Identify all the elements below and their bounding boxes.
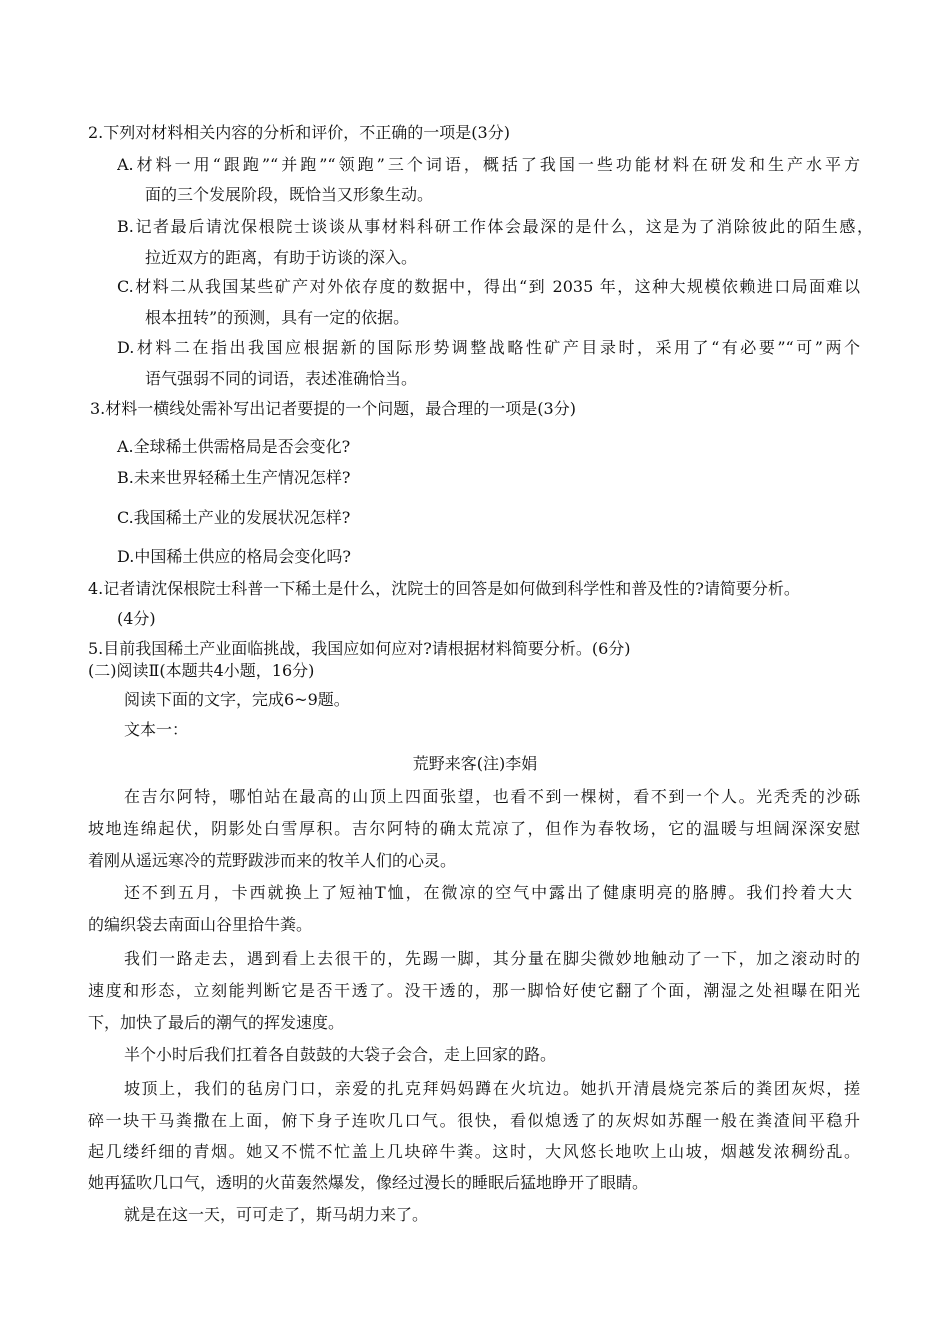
paragraph-line: 碎一块干马粪撒在上面，俯下身子连吹几口气。很快，看似熄透了的灰烬如苏醒一般在粪渣间平稳升 — [88, 1111, 860, 1130]
q3-option-a: A.全球稀土供需格局是否会变化? — [117, 437, 351, 456]
text-label: 文本一： — [124, 720, 189, 739]
paragraph-line: 着刚从遥远寒冷的荒野跋涉而来的牧羊人们的心灵。 — [88, 851, 457, 870]
article-title: 荒野来客(注)李娟 — [412, 754, 538, 773]
instruction: 阅读下面的文字，完成6~9题。 — [124, 690, 350, 709]
paragraph-line: 我们一路走去，遇到看上去很干的，先踢一脚，其分量在脚尖微妙地触动了一下，加之滚动时的 — [124, 949, 860, 968]
paragraph-line: 下，加快了最后的潮气的挥发速度。 — [88, 1013, 345, 1032]
paragraph-line: 坡地连绵起伏，阴影处白雪厚积。吉尔阿特的确太荒凉了，但作为春牧场，它的温暖与坦阔深深安慰 — [88, 819, 860, 838]
q2-stem: 2.下列对材料相关内容的分析和评价，不正确的一项是(3分) — [88, 123, 510, 142]
q2-option-b-cont: 拉近双方的距离，有助于访谈的深入。 — [145, 248, 418, 267]
q2-option-a: A.材料一用“跟跑”“并跑”“领跑”三个词语，概括了我国一些功能材料在研发和生产水平方 — [117, 155, 860, 174]
paragraph-line: 起几缕纤细的青烟。她又不慌不忙盖上几块碎牛粪。这时，大风悠长地吹上山坡，烟越发浓稠纷乱。 — [88, 1142, 860, 1161]
q4-stem: 4.记者请沈保根院士科普一下稀土是什么，沈院士的回答是如何做到科学性和普及性的?请简要分析。 — [88, 579, 800, 598]
paragraph-line: 半个小时后我们扛着各自鼓鼓的大袋子会合，走上回家的路。 — [124, 1045, 557, 1064]
section-heading: (二)阅读Ⅱ(本题共4小题，16分) — [88, 661, 315, 680]
paragraph-line: 的编织袋去南面山谷里拾牛粪。 — [88, 915, 313, 934]
q2-option-d-cont: 语气强弱不同的词语，表述准确恰当。 — [145, 369, 418, 388]
q2-option-a-cont: 面的三个发展阶段，既恰当又形象生动。 — [145, 185, 434, 204]
q4-score: (4分) — [117, 609, 156, 628]
q2-option-c-cont: 根本扭转”的预测，具有一定的依据。 — [145, 308, 410, 327]
paragraph-line: 她再猛吹几口气，透明的火苗轰然爆发，像经过漫长的睡眠后猛地睁开了眼睛。 — [88, 1173, 649, 1192]
q2-option-b: B.记者最后请沈保根院士谈谈从事材料科研工作体会最深的是什么，这是为了消除彼此的陌生感， — [117, 217, 873, 236]
q3-option-c: C.我国稀土产业的发展状况怎样? — [117, 508, 351, 527]
q3-stem: 3.材料一横线处需补写出记者要提的一个问题，最合理的一项是(3分) — [90, 399, 576, 418]
paragraph-line: 速度和形态，立刻能判断它是否干透了。没干透的，那一脚恰好使它翻了个面，潮湿之处袒曝在阳光 — [88, 981, 860, 1000]
paragraph-line: 就是在这一天，可可走了，斯马胡力来了。 — [124, 1205, 429, 1224]
q2-option-d: D.材料二在指出我国应根据新的国际形势调整战略性矿产目录时，采用了“有必要”“可”两个 — [117, 338, 860, 357]
q2-option-c: C.材料二从我国某些矿产对外依存度的数据中，得出“到 2035 年，这种大规模依赖进口局面难以 — [117, 277, 860, 296]
paragraph-line: 还不到五月，卡西就换上了短袖T恤，在微凉的空气中露出了健康明亮的胳膊。我们拎着大大 — [124, 883, 852, 902]
paragraph-line: 坡顶上，我们的毡房门口，亲爱的扎克拜妈妈蹲在火坑边。她扒开清晨烧完茶后的粪团灰烬，搓 — [124, 1079, 860, 1098]
paragraph-line: 在吉尔阿特，哪怕站在最高的山顶上四面张望，也看不到一棵树，看不到一个人。光秃秃的沙砾 — [124, 787, 860, 806]
q3-option-b: B.未来世界轻稀土生产情况怎样? — [117, 468, 351, 487]
q5-stem: 5.目前我国稀土产业面临挑战，我国应如何应对?请根据材料简要分析。(6分) — [88, 639, 631, 658]
q3-option-d: D.中国稀土供应的格局会变化吗? — [117, 547, 351, 566]
